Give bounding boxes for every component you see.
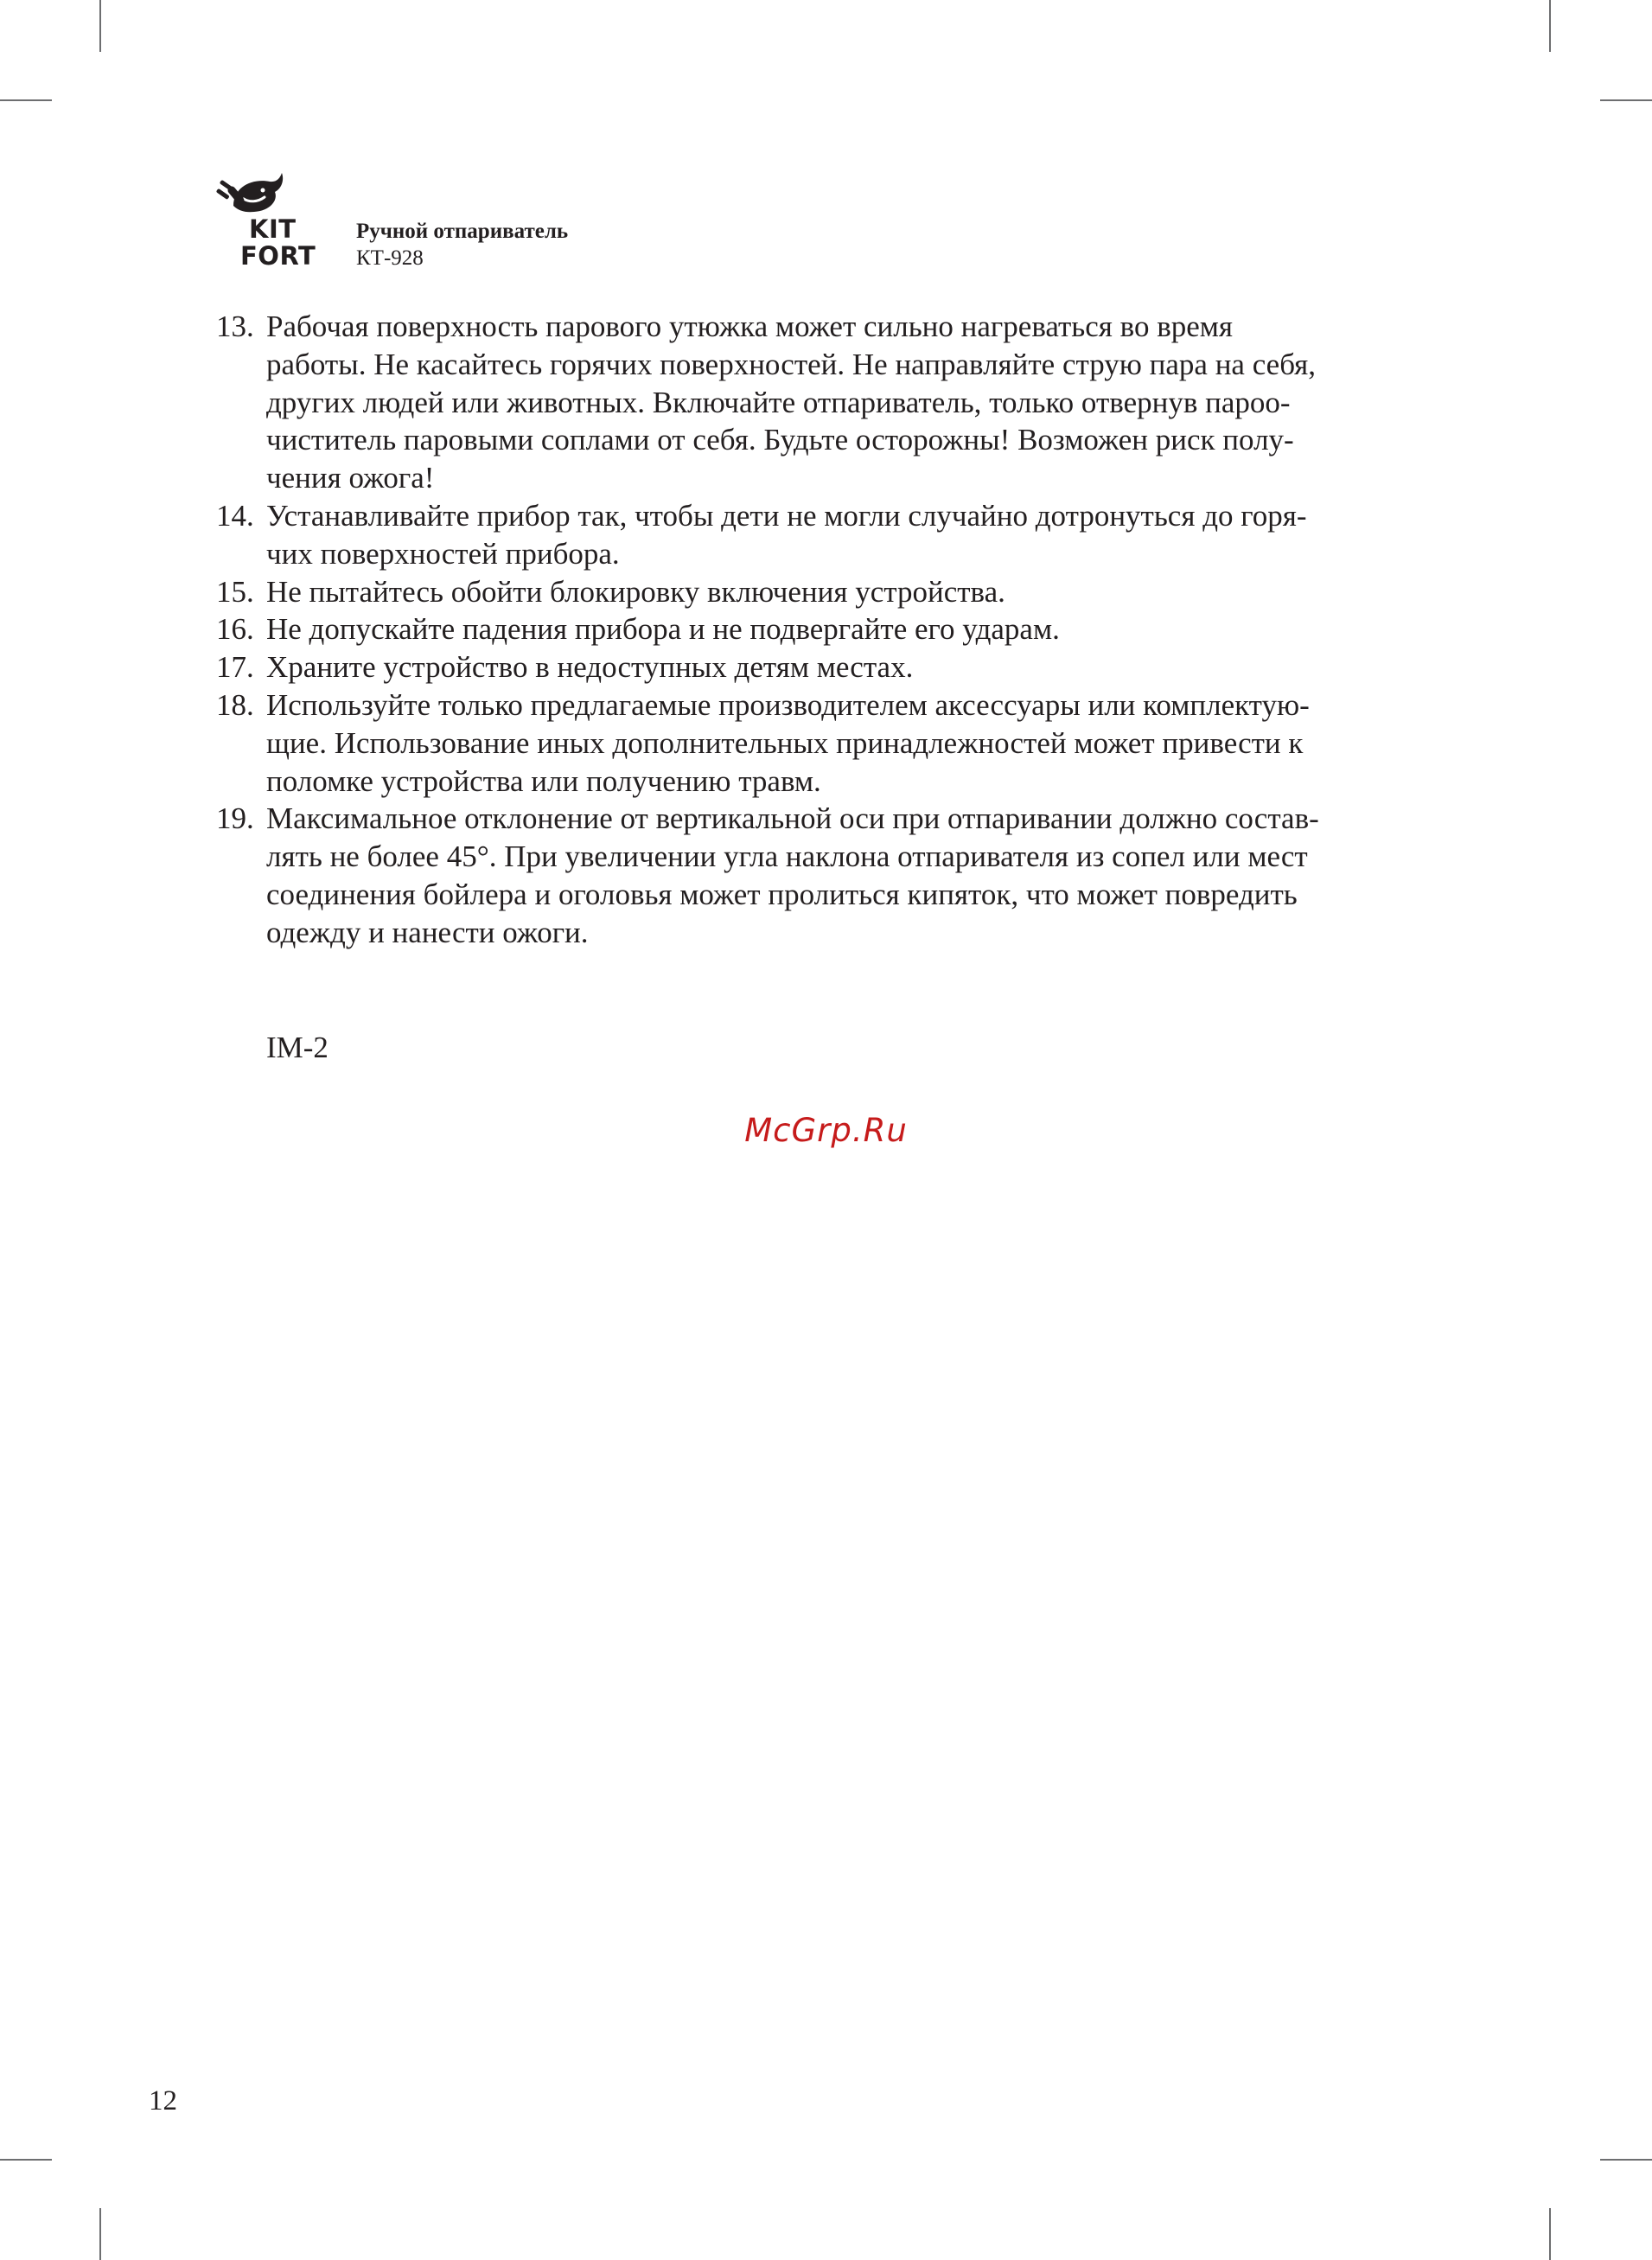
list-item xyxy=(216,497,1452,573)
crop-mark-bottom-left-vertical xyxy=(99,2208,101,2260)
kitfort-logo xyxy=(214,171,327,275)
item-text-line: других людей или животных. Включайте отпариватель, только отвернув пароо- xyxy=(266,385,1291,419)
list-item xyxy=(216,686,1452,800)
item-text-line: чих поверхностей прибора. xyxy=(266,536,620,571)
item-text-line: чиститель паровыми соплами от себя. Будьте осторожны! Возможен риск полу- xyxy=(266,423,1294,457)
page-header xyxy=(214,171,664,275)
item-number: 17. xyxy=(216,650,254,685)
item-number: 14. xyxy=(216,498,254,533)
item-text-line: чения ожога! xyxy=(266,461,435,495)
crop-mark-top-right-horizontal xyxy=(1600,99,1652,101)
document-code: IM-2 xyxy=(266,1031,328,1064)
instruction-list xyxy=(216,308,1452,952)
logo-text-kit: KIT xyxy=(249,214,297,244)
item-text-line: одежду и нанести ожоги. xyxy=(266,915,589,949)
product-model: КТ-928 xyxy=(356,246,424,270)
item-number: 18. xyxy=(216,687,254,722)
item-text-line: Не допускайте падения прибора и не подвергайте его ударам. xyxy=(266,612,1060,647)
safety-instructions xyxy=(216,308,1452,952)
crop-mark-bottom-right-horizontal xyxy=(1600,2159,1652,2161)
product-info xyxy=(356,218,568,271)
crop-mark-bottom-left-horizontal xyxy=(0,2159,52,2161)
item-number: 15. xyxy=(216,574,254,609)
crop-mark-bottom-right-vertical xyxy=(1549,2208,1551,2260)
item-number: 16. xyxy=(216,612,254,647)
whale-plug-icon xyxy=(216,171,285,219)
list-item xyxy=(216,610,1452,648)
item-text-line: работы. Не касайтесь горячих поверхностей. Не направляйте струю пара на себя, xyxy=(266,347,1316,381)
item-number: 13. xyxy=(216,310,254,343)
item-text-line: Храните устройство в недоступных детям местах. xyxy=(266,650,914,685)
item-text-line: Используйте только предлагаемые производителем аксессуары или комплектую- xyxy=(266,687,1310,722)
item-text-line: щие. Использование иных дополнительных принадлежностей может привести к xyxy=(266,725,1304,760)
item-text-line: Максимальное отклонение от вертикальной оси при отпаривании должно состав- xyxy=(266,801,1319,836)
list-item xyxy=(216,308,1452,497)
item-text-line: Устанавливайте прибор так, чтобы дети не могли случайно дотронуться до горя- xyxy=(266,498,1307,533)
watermark-link[interactable]: McGrp.Ru xyxy=(744,1112,908,1149)
list-item xyxy=(216,648,1452,686)
item-text-line: Рабочая поверхность парового утюжка может сильно нагреваться во время xyxy=(266,310,1234,343)
product-title: Ручной отпариватель xyxy=(356,220,569,243)
item-text-line: поломке устройства или получению травм. xyxy=(266,763,821,798)
page-number: 12 xyxy=(149,2085,177,2116)
crop-mark-top-left-vertical xyxy=(99,0,101,52)
list-item xyxy=(216,800,1452,951)
item-text-line: лять не более 45°. При увеличении угла наклона отпаривателя из сопел или мест xyxy=(266,840,1308,874)
logo-text-fort: FORT xyxy=(240,241,316,271)
list-item xyxy=(216,573,1452,611)
item-number: 19. xyxy=(216,801,254,836)
item-text-line: Не пытайтесь обойти блокировку включения устройства. xyxy=(266,574,1005,609)
item-text-line: соединения бойлера и оголовья может пролиться кипяток, что может повредить xyxy=(266,877,1298,911)
crop-mark-top-right-vertical xyxy=(1549,0,1551,52)
crop-mark-top-left-horizontal xyxy=(0,99,52,101)
